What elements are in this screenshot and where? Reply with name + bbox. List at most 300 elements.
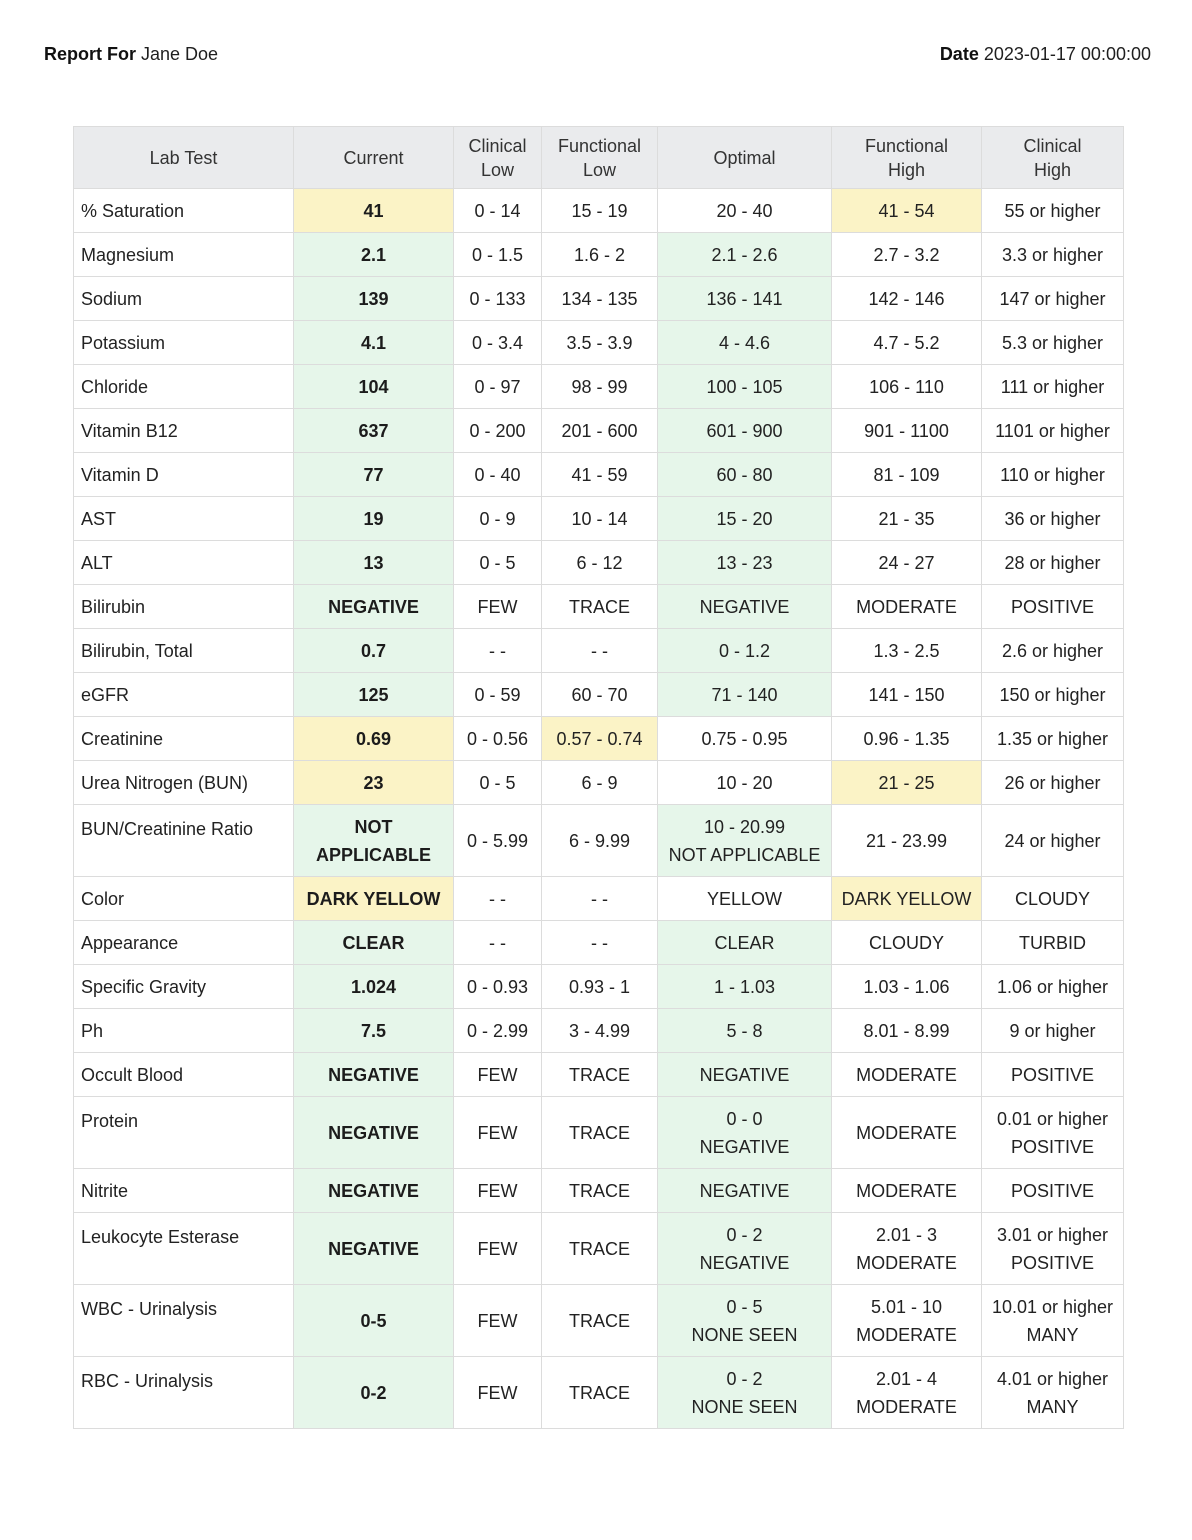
functional-high-range-line: 4.7 - 5.2 (873, 332, 940, 353)
table-row (74, 277, 1124, 321)
clinical-low-range (454, 1213, 542, 1285)
clinical-high-range-line: 9 or higher (1009, 1020, 1096, 1041)
table-row (74, 233, 1124, 277)
table-row (74, 497, 1124, 541)
clinical-low-range-line: 0 - 5 (479, 772, 516, 793)
optimal-range-line: 20 - 40 (716, 200, 773, 221)
current-value-line: 13 (363, 552, 384, 573)
functional-low-range (542, 277, 658, 321)
functional-low-range (542, 1285, 658, 1357)
optimal-range (658, 1169, 832, 1213)
functional-high-range (832, 673, 982, 717)
lab-test-name: Magnesium (74, 233, 294, 277)
optimal-range-line: 0 - 2 (726, 1368, 763, 1389)
optimal-range-line: 60 - 80 (716, 464, 773, 485)
current-value (294, 1097, 454, 1169)
table-row (74, 673, 1124, 717)
optimal-range-line: NEGATIVE (699, 1252, 790, 1273)
functional-high-range-line: 8.01 - 8.99 (863, 1020, 950, 1041)
clinical-high-range-line: 110 or higher (1000, 464, 1105, 485)
functional-high-range (832, 585, 982, 629)
functional-high-range (832, 189, 982, 233)
lab-test-name: Urea Nitrogen (BUN) (74, 761, 294, 805)
clinical-low-range (454, 1285, 542, 1357)
table-row (74, 1357, 1124, 1429)
table-row (74, 1009, 1124, 1053)
clinical-high-range (982, 629, 1124, 673)
optimal-range (658, 1357, 832, 1429)
optimal-range-line: 4 - 4.6 (718, 332, 771, 353)
functional-high-range (832, 497, 982, 541)
report-header (44, 44, 1151, 68)
current-value (294, 1053, 454, 1097)
functional-high-range-line: 141 - 150 (868, 684, 945, 705)
functional-low-range-line: TRACE (568, 1238, 630, 1259)
current-value-line: 77 (363, 464, 384, 485)
functional-high-range-line: 901 - 1100 (864, 420, 949, 441)
clinical-low-range-line: FEW (477, 1310, 518, 1331)
functional-low-range-line: TRACE (568, 1064, 630, 1085)
functional-low-range-line: - - (591, 932, 608, 953)
header-label: Optimal (713, 147, 776, 168)
optimal-range (658, 629, 832, 673)
clinical-high-range-line: MANY (1026, 1396, 1079, 1417)
functional-low-range-line: TRACE (568, 1310, 630, 1331)
clinical-low-range-line: 0 - 59 (474, 684, 521, 705)
clinical-high-range (982, 233, 1124, 277)
col-functional-high-header (832, 127, 982, 189)
functional-low-range-line: 10 - 14 (571, 508, 628, 529)
current-value (294, 629, 454, 673)
functional-low-range-line: 60 - 70 (571, 684, 628, 705)
optimal-range-line: CLEAR (714, 932, 775, 953)
current-value (294, 277, 454, 321)
optimal-range-line: 601 - 900 (706, 420, 783, 441)
clinical-high-range-line: POSITIVE (1010, 1064, 1095, 1085)
current-value (294, 1213, 454, 1285)
current-value-line: NEGATIVE (328, 1238, 419, 1259)
optimal-range (658, 1097, 832, 1169)
current-value (294, 497, 454, 541)
optimal-range-line: 15 - 20 (716, 508, 773, 529)
current-value (294, 921, 454, 965)
functional-low-range (542, 1097, 658, 1169)
current-value (294, 1009, 454, 1053)
functional-low-range-line: 201 - 600 (561, 420, 638, 441)
table-row (74, 541, 1124, 585)
optimal-range (658, 189, 832, 233)
current-value (294, 877, 454, 921)
clinical-high-range-line: 5.3 or higher (1001, 332, 1104, 353)
clinical-low-range-line: FEW (477, 596, 518, 617)
clinical-low-range (454, 453, 542, 497)
table-row (74, 1053, 1124, 1097)
clinical-high-range (982, 585, 1124, 629)
header-label: Functional (864, 135, 949, 156)
optimal-range-line: 0 - 2 (726, 1224, 763, 1245)
table-row (74, 877, 1124, 921)
functional-low-range-line: TRACE (568, 596, 630, 617)
current-value (294, 965, 454, 1009)
functional-low-range (542, 1213, 658, 1285)
current-value-line: 7.5 (360, 1020, 387, 1041)
header-row (74, 127, 1124, 189)
clinical-high-range (982, 1009, 1124, 1053)
table-row (74, 585, 1124, 629)
functional-high-range-line: MODERATE (856, 1064, 957, 1085)
optimal-range (658, 233, 832, 277)
table-row (74, 1285, 1124, 1357)
clinical-low-range (454, 761, 542, 805)
clinical-low-range (454, 409, 542, 453)
patient-name: Jane Doe (141, 44, 219, 64)
functional-high-range-line: CLOUDY (868, 932, 944, 953)
functional-low-range (542, 453, 658, 497)
clinical-high-range-line: 3.01 or higher (996, 1224, 1109, 1245)
lab-test-name: Appearance (74, 921, 294, 965)
current-value (294, 1169, 454, 1213)
optimal-range-line: NEGATIVE (699, 1064, 790, 1085)
current-value-line: NEGATIVE (328, 1180, 419, 1201)
current-value (294, 189, 454, 233)
current-value-line: 125 (358, 684, 389, 705)
functional-high-range-line: 21 - 23.99 (865, 830, 948, 851)
clinical-high-range-line: 1.06 or higher (996, 976, 1109, 997)
optimal-range-line: NEGATIVE (699, 1180, 790, 1201)
clinical-high-range (982, 453, 1124, 497)
table-row (74, 189, 1124, 233)
functional-high-range-line: 81 - 109 (873, 464, 940, 485)
functional-high-range (832, 1285, 982, 1357)
lab-test-name: AST (74, 497, 294, 541)
optimal-range (658, 877, 832, 921)
current-value-line: 1.024 (350, 976, 397, 997)
col-clinical-high-header (982, 127, 1124, 189)
clinical-high-range-line: 0.01 or higher (996, 1108, 1109, 1129)
current-value-line: 23 (363, 772, 384, 793)
lab-test-name: BUN/Creatinine Ratio (74, 805, 294, 877)
clinical-high-range-line: 10.01 or higher (991, 1296, 1114, 1317)
functional-high-range (832, 541, 982, 585)
clinical-low-range-line: 0 - 0.93 (466, 976, 529, 997)
functional-low-range (542, 541, 658, 585)
functional-high-range (832, 1213, 982, 1285)
clinical-low-range (454, 1357, 542, 1429)
clinical-high-range-line: 55 or higher (1004, 200, 1101, 221)
functional-high-range (832, 277, 982, 321)
functional-high-range (832, 409, 982, 453)
functional-high-range-line: 1.3 - 2.5 (873, 640, 940, 661)
functional-high-range-line: MODERATE (856, 1252, 957, 1273)
clinical-low-range-line: FEW (477, 1064, 518, 1085)
functional-low-range-line: 134 - 135 (561, 288, 638, 309)
lab-test-name: Protein (74, 1097, 294, 1169)
functional-high-range (832, 1053, 982, 1097)
functional-high-range (832, 717, 982, 761)
optimal-range-line: NONE SEEN (691, 1324, 798, 1345)
report-date (940, 44, 1151, 65)
functional-high-range (832, 321, 982, 365)
current-value (294, 541, 454, 585)
current-value (294, 365, 454, 409)
col-clinical-low-header (454, 127, 542, 189)
optimal-range-line: 0 - 1.2 (718, 640, 771, 661)
clinical-low-range-line: 0 - 133 (469, 288, 526, 309)
current-value-line: 4.1 (360, 332, 387, 353)
optimal-range (658, 365, 832, 409)
current-value-line: NEGATIVE (328, 1122, 419, 1143)
lab-test-name: Specific Gravity (74, 965, 294, 1009)
table-head (74, 127, 1124, 189)
clinical-high-range (982, 673, 1124, 717)
functional-low-range-line: 1.6 - 2 (573, 244, 626, 265)
header-label: Lab Test (149, 147, 218, 168)
functional-high-range (832, 877, 982, 921)
header-label: Low (480, 159, 515, 180)
functional-high-range-line: MODERATE (856, 1180, 957, 1201)
clinical-high-range (982, 321, 1124, 365)
table-row (74, 629, 1124, 673)
current-value (294, 585, 454, 629)
current-value-line: NOT (354, 816, 393, 837)
current-value-line: 0.7 (360, 640, 387, 661)
optimal-range-line: 0 - 0 (726, 1108, 763, 1129)
clinical-high-range (982, 717, 1124, 761)
functional-high-range-line: MODERATE (856, 1396, 957, 1417)
functional-high-range (832, 1169, 982, 1213)
table-row (74, 761, 1124, 805)
col-lab-test-header (74, 127, 294, 189)
table-row (74, 1169, 1124, 1213)
optimal-range (658, 673, 832, 717)
clinical-low-range-line: 0 - 3.4 (471, 332, 524, 353)
functional-low-range (542, 409, 658, 453)
clinical-low-range (454, 233, 542, 277)
current-value (294, 233, 454, 277)
clinical-high-range-line: 4.01 or higher (996, 1368, 1109, 1389)
current-value (294, 1357, 454, 1429)
current-value-line: 2.1 (360, 244, 387, 265)
clinical-low-range (454, 541, 542, 585)
lab-test-name: Potassium (74, 321, 294, 365)
col-optimal-header (658, 127, 832, 189)
functional-high-range (832, 921, 982, 965)
clinical-high-range-line: POSITIVE (1010, 1180, 1095, 1201)
functional-low-range (542, 877, 658, 921)
clinical-low-range (454, 189, 542, 233)
table-row (74, 921, 1124, 965)
functional-high-range (832, 761, 982, 805)
functional-high-range-line: 21 - 35 (878, 508, 935, 529)
clinical-high-range (982, 277, 1124, 321)
table-row (74, 965, 1124, 1009)
clinical-low-range-line: 0 - 200 (469, 420, 526, 441)
clinical-low-range-line: FEW (477, 1238, 518, 1259)
optimal-range (658, 805, 832, 877)
current-value (294, 805, 454, 877)
lab-test-name: Occult Blood (74, 1053, 294, 1097)
clinical-high-range (982, 1053, 1124, 1097)
optimal-range-line: 10 - 20 (716, 772, 773, 793)
functional-high-range-line: MODERATE (856, 1122, 957, 1143)
current-value (294, 761, 454, 805)
optimal-range-line: 100 - 105 (706, 376, 783, 397)
header-label: Clinical (468, 135, 527, 156)
lab-test-name: Vitamin B12 (74, 409, 294, 453)
current-value-line: APPLICABLE (315, 844, 431, 865)
date-label: Date (939, 44, 979, 64)
header-label: Low (582, 159, 617, 180)
optimal-range-line: 71 - 140 (711, 684, 778, 705)
lab-test-name: Ph (74, 1009, 294, 1053)
lab-test-name: RBC - Urinalysis (74, 1357, 294, 1429)
optimal-range (658, 277, 832, 321)
functional-low-range (542, 585, 658, 629)
lab-test-name: Nitrite (74, 1169, 294, 1213)
functional-low-range-line: 3.5 - 3.9 (566, 332, 633, 353)
table-row (74, 453, 1124, 497)
optimal-range-line: 5 - 8 (726, 1020, 763, 1041)
functional-low-range (542, 233, 658, 277)
functional-high-range-line: DARK YELLOW (841, 888, 972, 909)
clinical-low-range-line: - - (489, 888, 506, 909)
functional-high-range (832, 1357, 982, 1429)
functional-low-range (542, 365, 658, 409)
functional-low-range (542, 1009, 658, 1053)
clinical-high-range (982, 805, 1124, 877)
header-label: High (1033, 159, 1072, 180)
current-value (294, 717, 454, 761)
table-row (74, 365, 1124, 409)
functional-high-range-line: 1.03 - 1.06 (863, 976, 950, 997)
functional-high-range (832, 1097, 982, 1169)
clinical-high-range-line: 111 or higher (1000, 376, 1105, 397)
lab-test-name: ALT (74, 541, 294, 585)
current-value-line: CLEAR (342, 932, 405, 953)
clinical-low-range-line: 0 - 5 (479, 552, 516, 573)
current-value-line: 41 (363, 200, 384, 221)
clinical-high-range (982, 541, 1124, 585)
optimal-range-line: NEGATIVE (699, 596, 790, 617)
current-value (294, 673, 454, 717)
current-value (294, 453, 454, 497)
functional-low-range-line: 0.93 - 1 (568, 976, 631, 997)
optimal-range (658, 1285, 832, 1357)
functional-low-range (542, 805, 658, 877)
optimal-range-line: 0.75 - 0.95 (701, 728, 788, 749)
current-value (294, 1285, 454, 1357)
current-value-line: 637 (358, 420, 389, 441)
optimal-range (658, 761, 832, 805)
table-row (74, 717, 1124, 761)
functional-high-range-line: MODERATE (856, 1324, 957, 1345)
clinical-low-range-line: 0 - 2.99 (466, 1020, 529, 1041)
lab-test-name: Bilirubin, Total (74, 629, 294, 673)
optimal-range (658, 497, 832, 541)
clinical-high-range (982, 1169, 1124, 1213)
clinical-high-range-line: 150 or higher (999, 684, 1106, 705)
clinical-high-range-line: POSITIVE (1010, 596, 1095, 617)
functional-low-range (542, 1053, 658, 1097)
clinical-low-range (454, 585, 542, 629)
functional-high-range-line: 5.01 - 10 (870, 1296, 943, 1317)
clinical-low-range-line: - - (489, 932, 506, 953)
clinical-low-range (454, 1053, 542, 1097)
optimal-range (658, 921, 832, 965)
clinical-low-range (454, 629, 542, 673)
current-value-line: 104 (358, 376, 389, 397)
current-value-line: 0.69 (355, 728, 392, 749)
optimal-range-line: 0 - 5 (726, 1296, 763, 1317)
clinical-low-range (454, 277, 542, 321)
optimal-range (658, 1053, 832, 1097)
optimal-range-line: 2.1 - 2.6 (711, 244, 778, 265)
lab-test-name: Sodium (74, 277, 294, 321)
optimal-range (658, 409, 832, 453)
clinical-high-range-line: POSITIVE (1010, 1136, 1095, 1157)
lab-test-name: Creatinine (74, 717, 294, 761)
functional-high-range-line: 24 - 27 (878, 552, 935, 573)
clinical-low-range (454, 1009, 542, 1053)
clinical-low-range (454, 717, 542, 761)
current-value (294, 409, 454, 453)
table-body (74, 189, 1124, 1429)
lab-test-name: WBC - Urinalysis (74, 1285, 294, 1357)
functional-high-range-line: 2.01 - 4 (875, 1368, 938, 1389)
clinical-low-range-line: 0 - 1.5 (471, 244, 524, 265)
clinical-high-range (982, 1213, 1124, 1285)
clinical-high-range-line: 2.6 or higher (1001, 640, 1104, 661)
lab-test-name: Color (74, 877, 294, 921)
functional-low-range-line: 15 - 19 (571, 200, 628, 221)
current-value-line: 139 (358, 288, 389, 309)
clinical-low-range (454, 965, 542, 1009)
functional-low-range-line: 6 - 9.99 (568, 830, 631, 851)
current-value (294, 321, 454, 365)
current-value-line: 19 (363, 508, 384, 529)
optimal-range-line: YELLOW (706, 888, 783, 909)
functional-high-range-line: 2.01 - 3 (875, 1224, 938, 1245)
functional-low-range (542, 965, 658, 1009)
clinical-high-range (982, 965, 1124, 1009)
clinical-low-range (454, 921, 542, 965)
functional-high-range-line: 2.7 - 3.2 (873, 244, 940, 265)
clinical-high-range-line: 1.35 or higher (996, 728, 1109, 749)
optimal-range-line: 13 - 23 (716, 552, 773, 573)
clinical-high-range-line: 147 or higher (999, 288, 1106, 309)
clinical-low-range-line: 0 - 14 (474, 200, 521, 221)
optimal-range (658, 541, 832, 585)
functional-low-range (542, 321, 658, 365)
functional-high-range (832, 453, 982, 497)
functional-low-range-line: TRACE (568, 1122, 630, 1143)
clinical-high-range-line: 24 or higher (1004, 830, 1101, 851)
col-functional-low-header (542, 127, 658, 189)
clinical-high-range-line: 3.3 or higher (1001, 244, 1104, 265)
optimal-range (658, 717, 832, 761)
functional-high-range-line: MODERATE (856, 596, 957, 617)
clinical-low-range (454, 877, 542, 921)
functional-high-range (832, 965, 982, 1009)
optimal-range-line: NEGATIVE (699, 1136, 790, 1157)
lab-test-name: Chloride (74, 365, 294, 409)
table-row (74, 805, 1124, 877)
functional-low-range-line: 0.57 - 0.74 (556, 728, 643, 749)
table-row (74, 409, 1124, 453)
functional-high-range-line: 0.96 - 1.35 (863, 728, 950, 749)
functional-low-range-line: - - (591, 888, 608, 909)
clinical-low-range (454, 1169, 542, 1213)
